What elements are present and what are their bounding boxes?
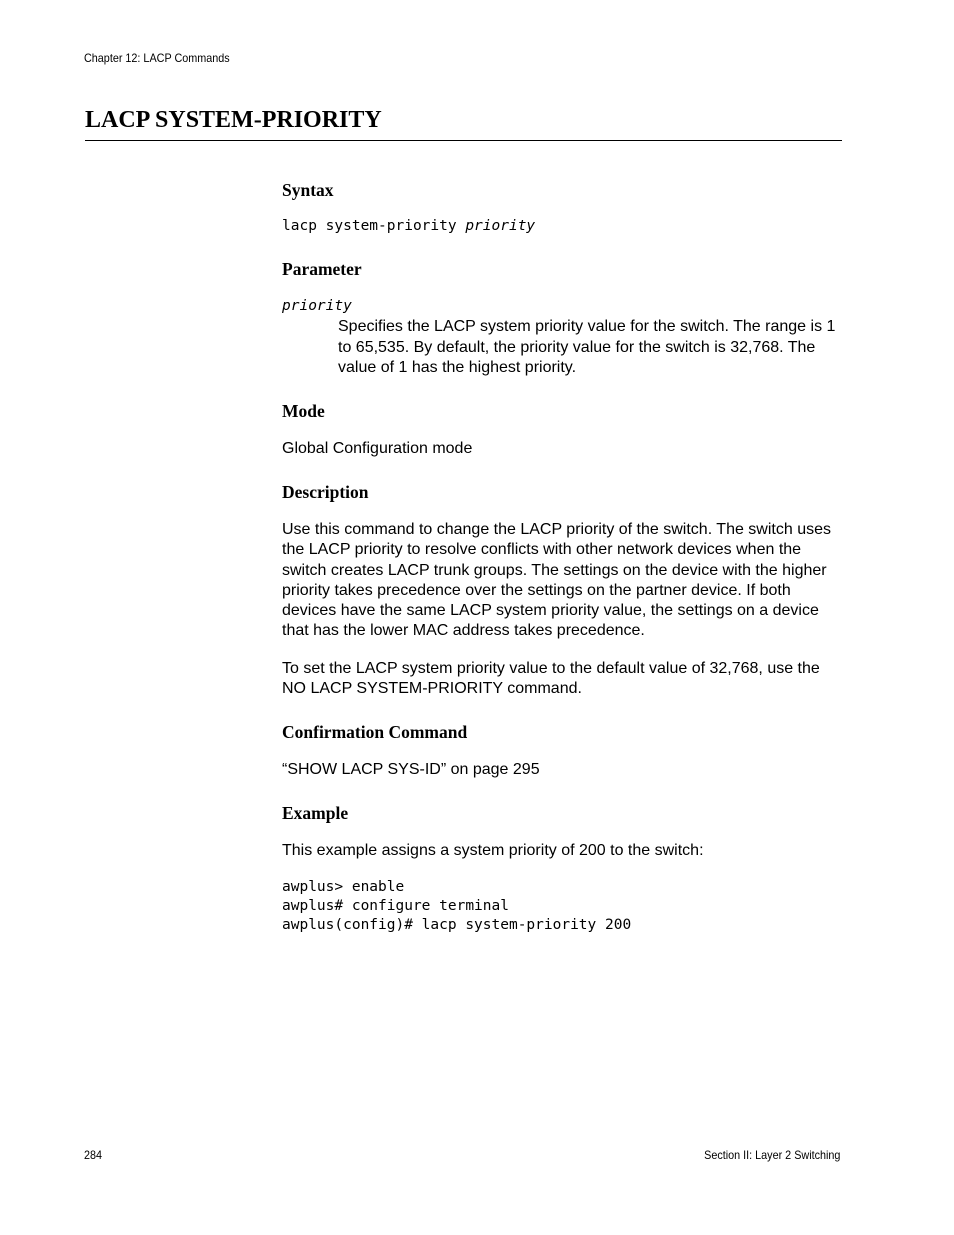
description-paragraph-2: To set the LACP system priority value to the default value of 32,768, use the NO LACP SYSTEM-PRIORITY command.	[282, 660, 820, 698]
example-line-1: awplus> enable	[282, 879, 405, 895]
syntax-argument: priority	[465, 218, 536, 234]
example-line-2: awplus# configure terminal	[282, 898, 509, 914]
running-footer-section: Section II: Layer 2 Switching	[703, 1148, 840, 1162]
mode-heading: Mode	[282, 401, 325, 421]
page-number: 284	[84, 1148, 103, 1162]
example-intro: This example assigns a system priority of 200 to the switch:	[282, 842, 704, 859]
confirmation-link[interactable]: “SHOW LACP SYS-ID” on page 295	[282, 761, 540, 778]
confirmation-heading: Confirmation Command	[282, 722, 468, 742]
description-paragraph-1: Use this command to change the LACP priority of the switch. The switch uses the LACP priority to resolve conflicts with other network devices when the switch creates LACP trunk groups. The settings on the device with the higher priority takes precedence over the settings on the partner device. If both devices have the same LACP system priority value, the settings on a device that has the lower MAC address takes precedence.	[282, 521, 831, 640]
example-line-3: awplus(config)# lacp system-priority 200	[282, 917, 632, 933]
example-heading: Example	[282, 803, 349, 823]
mode-text: Global Configuration mode	[282, 440, 473, 457]
parameter-heading: Parameter	[282, 259, 362, 279]
syntax-command: lacp system-priority	[282, 218, 466, 234]
syntax-heading: Syntax	[282, 180, 334, 200]
description-heading: Description	[282, 482, 369, 502]
parameter-name: priority	[282, 298, 352, 314]
parameter-description: Specifies the LACP system priority value for the switch. The range is 1 to 65,535. By default, the priority value for the switch is 32,768. The value of 1 has the highest priority.	[338, 318, 836, 376]
page-title: LACP SYSTEM-PRIORITY	[85, 106, 842, 141]
running-header: Chapter 12: LACP Commands	[84, 51, 230, 65]
syntax-line	[282, 217, 535, 236]
